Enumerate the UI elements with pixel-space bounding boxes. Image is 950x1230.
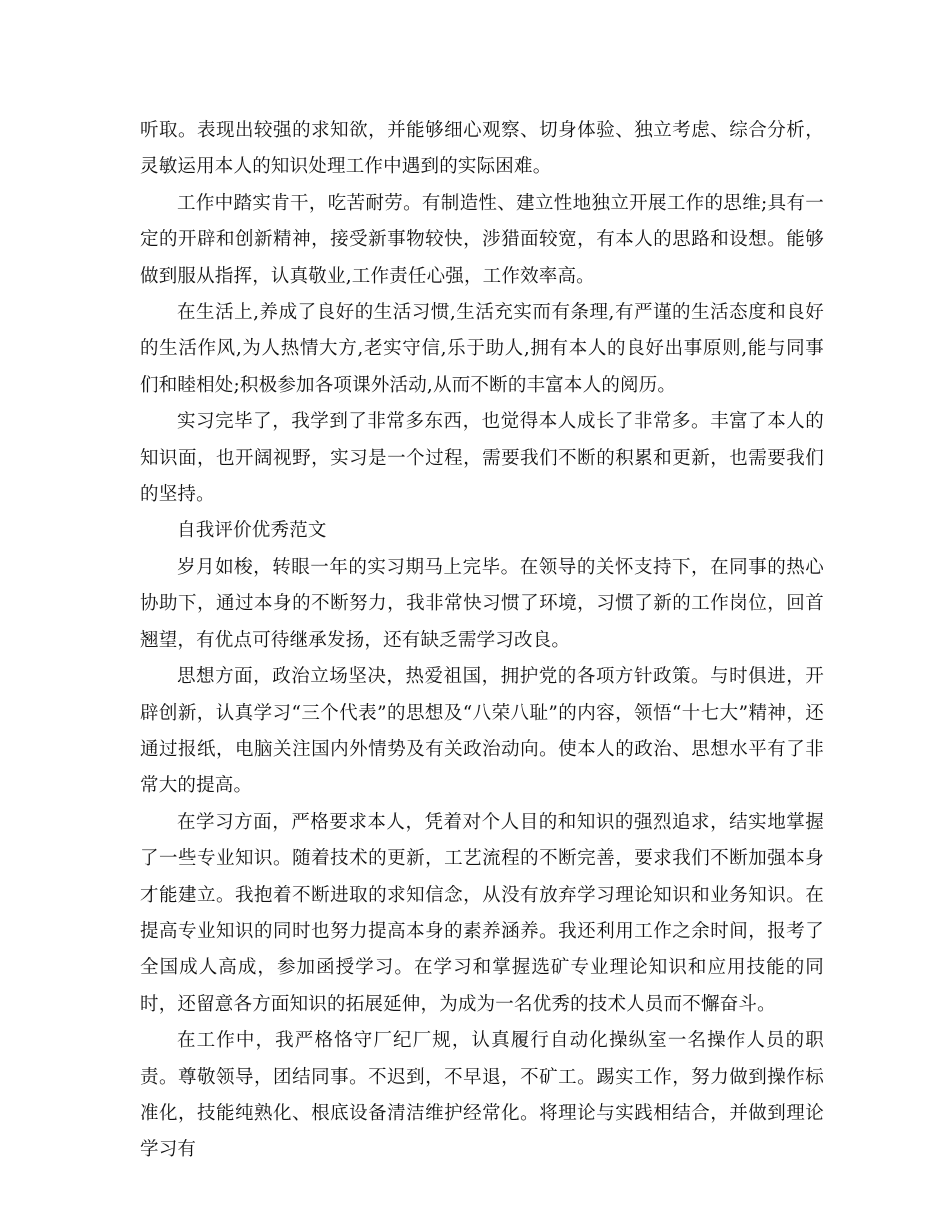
paragraph-intro: 岁月如梭，转眼一年的实习期马上完毕。在领导的关怀支持下，在同事的热心协助下，通过本身的不断努力，我非常快习惯了环境，习惯了新的工作岗位，回首翘望，有优点可待继承发扬，还有缺乏需学习改良。 [140, 556, 824, 651]
paragraph-continued: 听取。表现出较强的求知欲，并能够细心观察、切身体验、独立考虑、综合分析，灵敏运用本人的知识处理工作中遇到的实际困难。 [140, 120, 824, 178]
paragraph-daily-life: 在生活上,养成了良好的生活习惯,生活充实而有条理,有严谨的生活态度和良好的生活作风,为人热情大方,老实守信,乐于助人,拥有本人的良好出事原则,能与同事们和睦相处;积极参加各项课外活动,从而不断的丰富本人的阅历。 [140, 302, 824, 396]
paragraph-study: 在学习方面，严格要求本人，凭着对个人目的和知识的强烈追求，结实地掌握了一些专业知识。随着技术的更新，工艺流程的不断完善，要求我们不断加强本身才能建立。我抱着不断进取的求知信念，从没有放弃学习理论知识和业务知识。在提高专业知识的同时也努力提高本身的素养涵养。我还利用工作之余时间，报考了全国成人高成，参加函授学习。在学习和掌握选矿专业理论知识和应用技能的同时，还留意各方面知识的拓展延伸，为成为一名优秀的技术人员而不懈奋斗。 [140, 811, 824, 1015]
document-body [140, 113, 824, 1169]
paragraph-work-attitude: 工作中踏实肯干，吃苦耐劳。有制造性、建立性地独立开展工作的思维;具有一定的开辟和创新精神，接受新事物较快，涉猎面较宽，有本人的思路和设想。能够做到服从指挥，认真敬业,工作责任心强，工作效率高。 [140, 192, 824, 287]
paragraph-ideology: 思想方面，政治立场坚决，热爱祖国，拥护党的各项方针政策。与时俱进，开辟创新，认真学习“三个代表”的思想及“八荣八耻”的内容，领悟“十七大”精神，还通过报纸，电脑关注国内外情势及有关政治动向。使本人的政治、思想水平有了非常大的提高。 [140, 666, 824, 797]
section-heading: 自我评价优秀范文 [177, 520, 327, 542]
paragraph-work: 在工作中，我严格恪守厂纪厂规，认真履行自动化操纵室一名操作人员的职责。尊敬领导，团结同事。不迟到，不早退，不矿工。踢实工作，努力做到操作标准化，技能纯熟化、根底设备清洁维护经常化。将理论与实践相结合，并做到理论学习有 [140, 1030, 824, 1161]
paragraph-internship-summary: 实习完毕了，我学到了非常多东西，也觉得本人成长了非常多。丰富了本人的知识面，也开阔视野，实习是一个过程，需要我们不断的积累和更新，也需要我们的坚持。 [140, 411, 824, 506]
